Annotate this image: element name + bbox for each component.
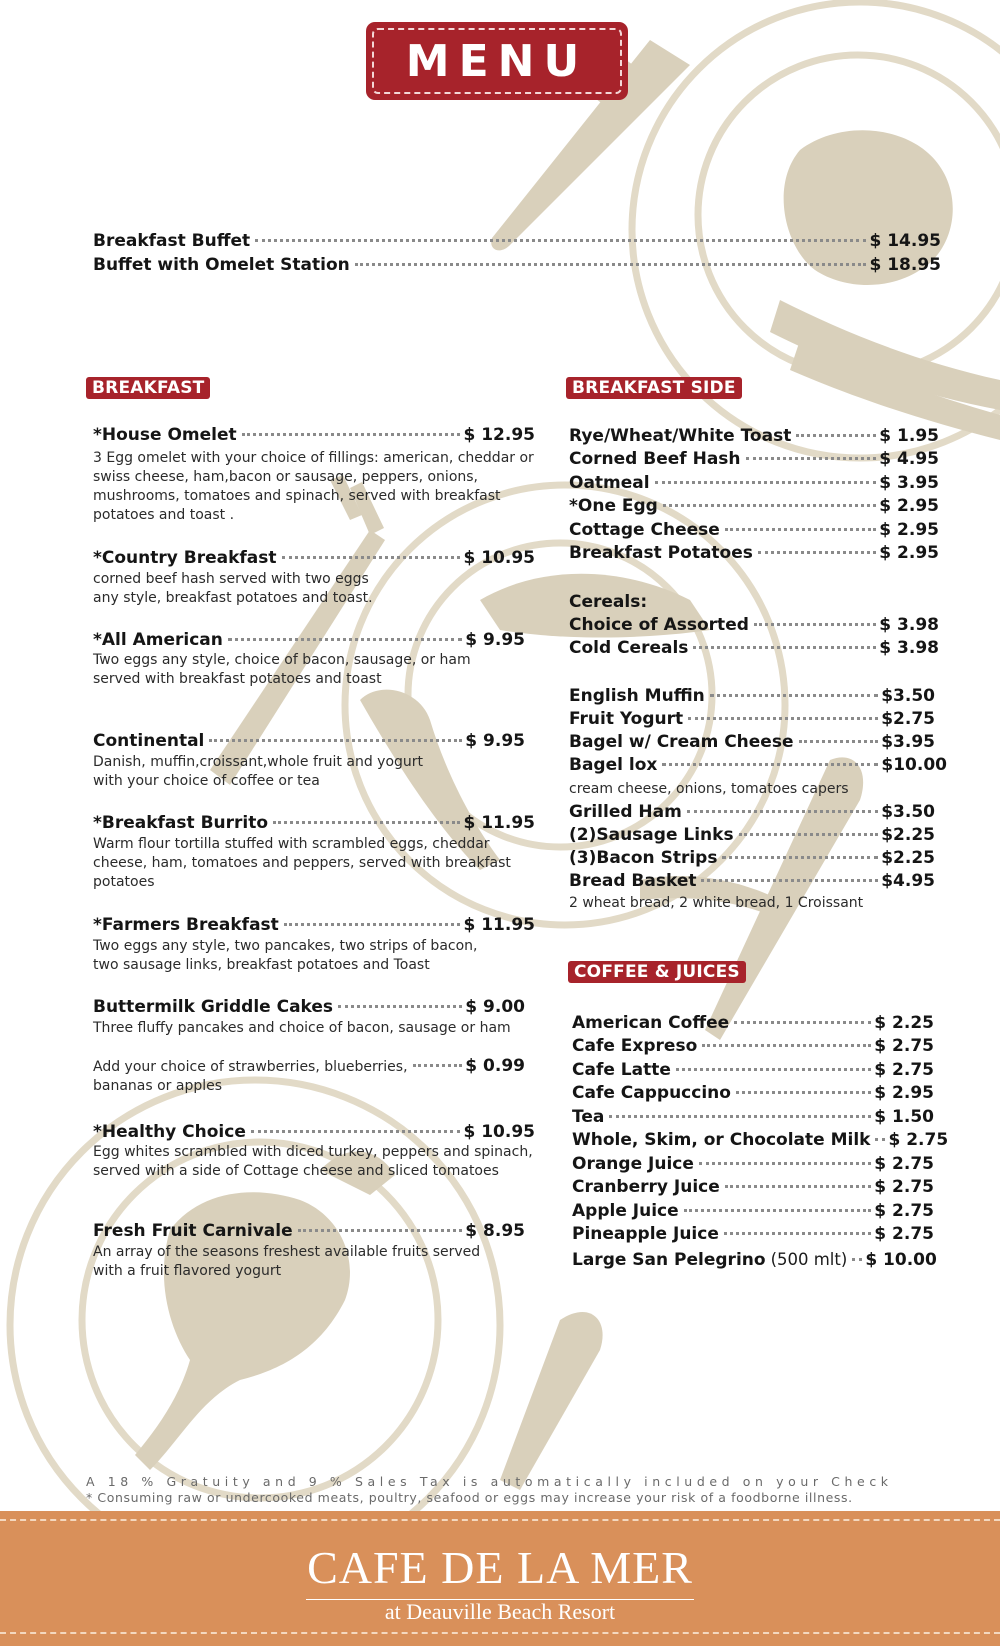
drink-item-row — [572, 1130, 949, 1150]
item-name: Cranberry Juice — [572, 1177, 720, 1197]
item-price: $ 10.95 — [463, 548, 535, 568]
item-description: bananas or apples — [93, 1078, 223, 1094]
section-label-coffee-juices: COFFEE & JUICES — [568, 961, 746, 983]
drink-item-row — [572, 1083, 934, 1103]
menu-title-badge — [366, 22, 628, 100]
menu-item-row — [93, 548, 535, 568]
item-description: 2 wheat bread, 2 white bread, 1 Croissant — [569, 895, 864, 911]
side-item-row — [569, 543, 939, 563]
side-item-row — [569, 732, 935, 752]
item-name: *House Omelet — [93, 425, 237, 445]
item-price: $ 3.95 — [879, 473, 939, 493]
side-item-row — [569, 520, 939, 540]
item-price: $2.25 — [881, 825, 935, 845]
leader-dots — [255, 239, 866, 242]
leader-dots — [739, 833, 879, 836]
drink-item-row — [572, 1177, 934, 1197]
side-item-row — [569, 496, 939, 516]
item-price: $4.95 — [881, 871, 935, 891]
leader-dots — [725, 1185, 872, 1188]
item-price: $3.50 — [881, 802, 935, 822]
item-name: Large San Pelegrino — [572, 1250, 766, 1270]
item-price: $ 14.95 — [869, 231, 941, 251]
side-item-row — [569, 871, 935, 891]
leader-dots — [725, 528, 877, 531]
side-item-row — [569, 755, 947, 775]
item-name: *All American — [93, 630, 223, 650]
menu-item-row — [93, 813, 535, 833]
item-name: Whole, Skim, or Chocolate Milk — [572, 1130, 871, 1150]
item-price: $10.00 — [881, 755, 947, 775]
item-name: Add your choice of strawberries, blueberries, — [93, 1059, 408, 1075]
item-name: Bagel lox — [569, 755, 658, 775]
item-name: English Muffin — [569, 686, 705, 706]
item-price: $ 1.50 — [874, 1107, 934, 1127]
restaurant-name: CAFE DE LA MER — [307, 1542, 693, 1593]
footer-dashed-line-bottom — [0, 1632, 1000, 1634]
item-price: $2.25 — [881, 848, 935, 868]
leader-dots — [251, 1130, 461, 1133]
item-name: Bagel w/ Cream Cheese — [569, 732, 794, 752]
leader-dots — [355, 263, 867, 266]
leader-dots — [875, 1138, 885, 1141]
item-name: Cold Cereals — [569, 638, 689, 658]
section-label-breakfast-side: BREAKFAST SIDE — [566, 377, 742, 399]
item-price: $ 2.75 — [874, 1060, 934, 1080]
drink-item-row — [572, 1060, 934, 1080]
side-item-row — [569, 825, 935, 845]
item-name: Cottage Cheese — [569, 520, 720, 540]
side-item-row — [569, 449, 939, 469]
item-name: Fresh Fruit Carnivale — [93, 1221, 293, 1241]
item-price: $3.95 — [881, 732, 935, 752]
item-name: Cafe Cappuccino — [572, 1083, 731, 1103]
leader-dots — [338, 1005, 462, 1008]
item-name: Cafe Expreso — [572, 1036, 698, 1056]
item-description: 3 Egg omelet with your choice of fillings: american, cheddar or swiss cheese, ham,bacon or sausage, peppers, onions, mushrooms, tomatoes and spinach, served with breakfast potatoes and toast . — [93, 450, 534, 523]
side-item-row — [569, 686, 935, 706]
leader-dots — [736, 1091, 871, 1094]
leader-dots — [734, 1021, 871, 1024]
item-name: Buffet with Omelet Station — [93, 255, 350, 275]
leader-dots — [693, 646, 876, 649]
item-description: Warm flour tortilla stuffed with scrambled eggs, cheddar cheese, ham, tomatoes and peppers, served with breakfast potatoes — [93, 836, 511, 890]
item-price: $ 1.95 — [879, 426, 939, 446]
menu-item-row — [93, 630, 525, 650]
leader-dots — [754, 623, 876, 626]
item-name: Breakfast Buffet — [93, 231, 251, 251]
item-name: *Farmers Breakfast — [93, 915, 279, 935]
item-price: $ 2.75 — [888, 1130, 949, 1150]
menu-item-row — [93, 915, 535, 935]
item-name: Fruit Yogurt — [569, 709, 684, 729]
item-price: $ 10.00 — [865, 1250, 937, 1270]
item-description: cream cheese, onions, tomatoes capers — [569, 781, 849, 797]
side-item-row — [569, 802, 935, 822]
footer-band — [0, 1511, 1000, 1646]
leader-dots — [282, 556, 461, 559]
menu-item-row — [93, 1122, 535, 1142]
leader-dots — [699, 1162, 871, 1165]
buffet-row — [93, 231, 941, 251]
item-price: $ 2.95 — [874, 1083, 934, 1103]
menu-item-row — [93, 731, 525, 751]
item-name: Continental — [93, 731, 205, 751]
cereals-heading: Cereals: — [569, 592, 648, 612]
leader-dots — [676, 1068, 871, 1071]
item-description: Two eggs any style, two pancakes, two strips of bacon, two sausage links, breakfast potatoes and Toast — [93, 938, 478, 973]
item-name: Grilled Ham — [569, 802, 682, 822]
item-description: Danish, muffin,croissant,whole fruit and yogurt with your choice of coffee or tea — [93, 754, 424, 789]
item-price: $ 2.75 — [874, 1201, 934, 1221]
leader-dots — [722, 856, 878, 859]
drink-item-row — [572, 1201, 934, 1221]
item-name: (2)Sausage Links — [569, 825, 734, 845]
menu-item-row — [93, 1056, 525, 1076]
food-safety-note: * Consuming raw or undercooked meats, poultry, seafood or eggs may increase your risk of a foodborne illness. — [86, 1490, 853, 1505]
leader-dots — [796, 434, 876, 437]
item-name: (3)Bacon Strips — [569, 848, 718, 868]
item-name: Cafe Latte — [572, 1060, 671, 1080]
item-description: Egg whites scrambled with diced turkey, peppers and spinach, served with a side of Cottage cheese and sliced tomatoes — [93, 1144, 533, 1179]
item-name: Choice of Assorted — [569, 615, 749, 635]
leader-dots — [273, 821, 460, 824]
gratuity-note: A 18 % Gratuity and 9 % Sales Tax is automatically included on your Check — [86, 1474, 893, 1489]
item-price: $ 8.95 — [465, 1221, 525, 1241]
item-price: $ 9.95 — [465, 731, 525, 751]
item-price: $2.75 — [881, 709, 935, 729]
side-item-row — [569, 709, 935, 729]
menu-item-row — [93, 997, 525, 1017]
item-price: $ 3.98 — [879, 638, 939, 658]
item-name: Oatmeal — [569, 473, 650, 493]
item-price: $ 10.95 — [463, 1122, 535, 1142]
item-description: An array of the seasons freshest available fruits served with a fruit flavored yogurt — [93, 1244, 481, 1279]
item-price: $ 12.95 — [463, 425, 535, 445]
drink-item-row — [572, 1224, 934, 1244]
side-item-row — [569, 638, 939, 658]
item-price: $ 4.95 — [879, 449, 939, 469]
leader-dots — [609, 1115, 871, 1118]
side-item-row — [569, 473, 939, 493]
buffet-row — [93, 255, 941, 275]
footer-dashed-line-top — [0, 1519, 1000, 1521]
item-price: $ 2.95 — [879, 496, 939, 516]
leader-dots — [662, 763, 878, 766]
leader-dots — [799, 740, 879, 743]
leader-dots — [655, 481, 877, 484]
item-name: Tea — [572, 1107, 605, 1127]
item-price: $ 0.99 — [465, 1056, 525, 1076]
item-name: American Coffee — [572, 1013, 730, 1033]
leader-dots — [298, 1229, 463, 1232]
drink-item-row — [572, 1154, 934, 1174]
side-item-row — [569, 615, 939, 635]
item-price: $ 11.95 — [463, 813, 535, 833]
leader-dots — [663, 504, 876, 507]
leader-dots — [724, 1232, 871, 1235]
item-name: Buttermilk Griddle Cakes — [93, 997, 334, 1017]
leader-dots — [758, 551, 876, 554]
item-name: *Country Breakfast — [93, 548, 277, 568]
item-price: $ 2.75 — [874, 1177, 934, 1197]
item-name: Rye/Wheat/White Toast — [569, 426, 792, 446]
item-name: Breakfast Potatoes — [569, 543, 753, 563]
menu-item-row — [93, 1221, 525, 1241]
item-description: Two eggs any style, choice of bacon, sausage, or ham served with breakfast potatoes and toast — [93, 652, 471, 687]
item-description: corned beef hash served with two eggs any style, breakfast potatoes and toast. — [93, 571, 373, 606]
menu-item-row — [93, 425, 535, 445]
drink-item-row — [572, 1250, 937, 1270]
leader-dots — [228, 638, 462, 641]
page-title: MENU — [405, 36, 589, 87]
item-price: $ 2.25 — [874, 1013, 934, 1033]
leader-dots — [209, 739, 462, 742]
leader-dots — [702, 1044, 871, 1047]
restaurant-location: at Deauville Beach Resort — [384, 1599, 616, 1624]
item-price: $ 18.95 — [869, 255, 941, 275]
leader-dots — [710, 694, 878, 697]
drink-item-row — [572, 1013, 934, 1033]
item-price: $ 11.95 — [463, 915, 535, 935]
item-name: *Breakfast Burrito — [93, 813, 269, 833]
side-item-row — [569, 848, 935, 868]
item-name: Apple Juice — [572, 1201, 679, 1221]
item-name: *One Egg — [569, 496, 658, 516]
item-price: $ 2.75 — [874, 1154, 934, 1174]
item-price: $ 2.75 — [874, 1036, 934, 1056]
section-label-breakfast: BREAKFAST — [86, 377, 210, 399]
item-price: $ 2.95 — [879, 520, 939, 540]
leader-dots — [413, 1064, 463, 1067]
item-name: Bread Basket — [569, 871, 697, 891]
item-price: $ 2.75 — [874, 1224, 934, 1244]
leader-dots — [746, 457, 877, 460]
item-volume-note: (500 mlt) — [770, 1250, 848, 1269]
leader-dots — [701, 879, 878, 882]
item-name: Orange Juice — [572, 1154, 694, 1174]
item-price: $ 9.00 — [465, 997, 525, 1017]
item-name: Corned Beef Hash — [569, 449, 741, 469]
item-price: $ 9.95 — [465, 630, 525, 650]
item-name: *Healthy Choice — [93, 1122, 246, 1142]
drink-item-row — [572, 1107, 934, 1127]
leader-dots — [687, 810, 878, 813]
item-price: $ 2.95 — [879, 543, 939, 563]
leader-dots — [688, 717, 878, 720]
leader-dots — [242, 433, 461, 436]
drink-item-row — [572, 1036, 934, 1056]
item-price: $3.50 — [881, 686, 935, 706]
leader-dots — [284, 923, 461, 926]
item-price: $ 3.98 — [879, 615, 939, 635]
leader-dots — [684, 1209, 872, 1212]
item-description: Three fluffy pancakes and choice of bacon, sausage or ham — [93, 1020, 511, 1036]
side-item-row — [569, 426, 939, 446]
item-name: Pineapple Juice — [572, 1224, 719, 1244]
leader-dots — [852, 1258, 862, 1261]
